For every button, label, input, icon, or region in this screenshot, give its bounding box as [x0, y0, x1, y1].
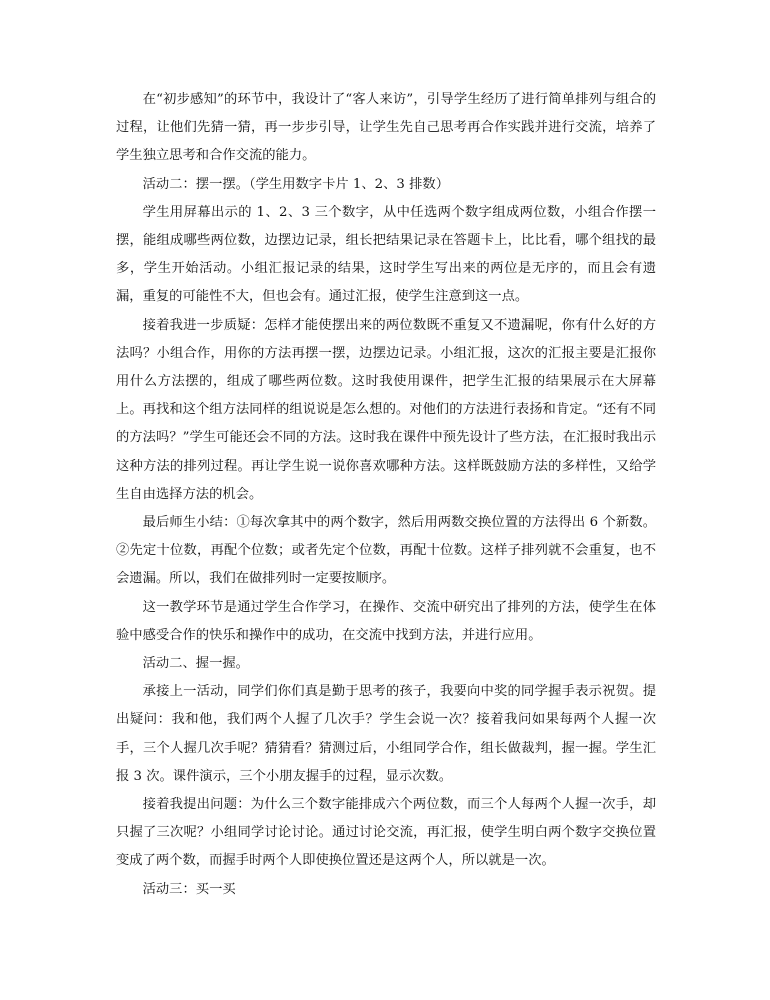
- heading-activity-two-handshake: 活动二、握一握。: [142, 656, 249, 672]
- heading-activity-three-buy: 活动三：买一买: [142, 881, 236, 897]
- paragraph-initial-perception: 在“初步感知”的环节中，我设计了“客人来访”，引导学生经历了进行简单排列与组合的过程，让他们先猜一猜，再一步步引导，让学生先自己思考再合作实践并进行交流，培养了学生独立思考和合作交流的能力。: [116, 92, 656, 164]
- heading-activity-two-arrange: 活动二：摆一摆。（学生用数字卡片 1、2、3 排数）: [142, 176, 450, 192]
- paragraph-arrange-digits: 学生用屏幕出示的 1、2、3 三个数字，从中任选两个数字组成两位数，小组合作摆一摆，能组成哪些两位数，边摆边记录，组长把结果记录在答题卡上，比比看，哪个组找的最多，学生开始活动。小组汇报记录的结果，这时学生写出来的两位是无序的，而且会有遗漏，重复的可能性不大，但也会有。通过汇报，使学生注意到这一点。: [116, 204, 656, 305]
- paragraph-further-questioning: 接着我进一步质疑：怎样才能使摆出来的两位数既不重复又不遗漏呢，你有什么好的方法吗？小组合作，用你的方法再摆一摆，边摆边记录。小组汇报，这次的汇报主要是汇报你用什么方法摆的，组成了哪些两位数。这时我使用课件，把学生汇报的结果展示在大屏幕上。再找和这个组方法同样的组说说是怎么想的。对他们的方法进行表扬和肯定。“还有不同的方法吗？”学生可能还会不同的方法。这时我在课件中预先设计了些方法，在汇报时我出示这种方法的排列过程。再让学生说一说你喜欢哪种方法。这样既鼓励方法的多样性，又给学生自由选择方法的机会。: [116, 317, 656, 502]
- paragraph-handshake-question: 接着我提出问题：为什么三个数字能排成六个两位数，而三个人每两个人握一次手，却只握了三次呢？小组同学讨论讨论。通过讨论交流，再汇报，使学生明白两个数字交换位置变成了两个数，而握手时两个人即使换位置还是这两个人，所以就是一次。: [116, 797, 656, 869]
- paragraph-reflection: 这一教学环节是通过学生合作学习，在操作、交流中研究出了排列的方法，使学生在体验中感受合作的快乐和操作中的成功，在交流中找到方法，并进行应用。: [116, 599, 656, 643]
- paragraph-handshake: 承接上一活动，同学们你们真是勤于思考的孩子，我要向中奖的同学握手表示祝贺。提出疑问：我和他，我们两个人握了几次手？学生会说一次？接着我问如果每两个人握一次手，三个人握几次手呢？猜猜看？猜测过后，小组同学合作，组长做裁判，握一握。学生汇报 3 次。课件演示，三个小朋友握手的过程，显示次数。: [116, 684, 656, 784]
- document-body: [116, 86, 656, 904]
- paragraph-summary: 最后师生小结：①每次拿其中的两个数字，然后用两数交换位置的方法得出 6 个新数。②先定十位数，再配个位数；或者先定个位数，再配十位数。这样子排列就不会重复，也不会遗漏。所以，我们在做排列时一定要按顺序。: [116, 515, 656, 587]
